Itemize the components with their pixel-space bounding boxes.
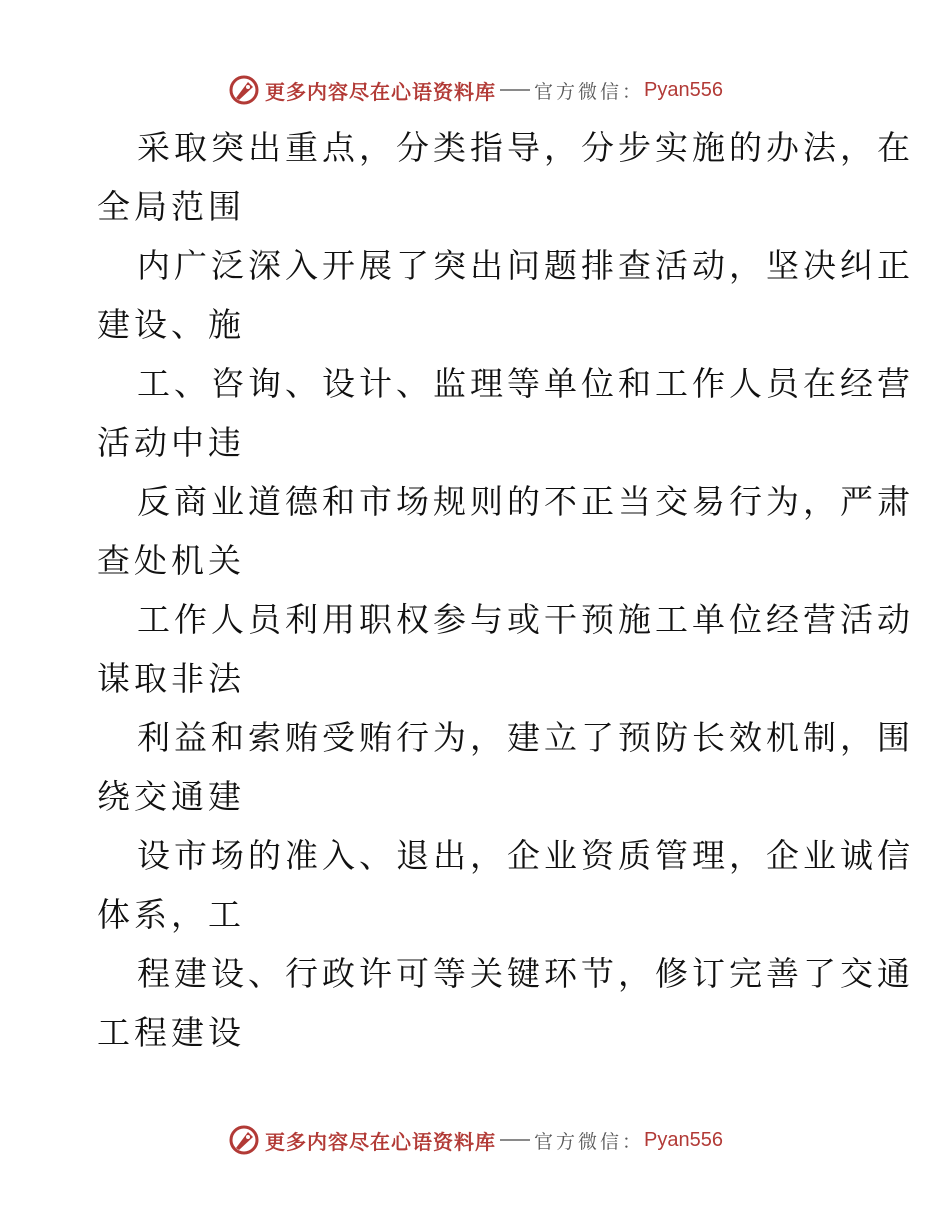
- paragraph-line-continued: 全局范围: [97, 187, 245, 226]
- banner-wechat-label: 官方微信：: [534, 80, 645, 103]
- banner-wechat-label: 官方微信：: [534, 1130, 645, 1153]
- paragraph-line-continued: 绕交通建: [97, 777, 245, 816]
- paragraph-line-continued: 建设、施: [97, 305, 245, 344]
- paragraph: [97, 590, 914, 708]
- paragraph-line-continued: 谋取非法: [97, 659, 245, 698]
- paragraph-line-continued: 体系，工: [97, 895, 245, 934]
- paragraph-line: 程建设、行政许可等关键环节，修订完善了交通: [137, 954, 914, 993]
- banner-dash: [500, 1139, 530, 1141]
- banner-dash: [500, 89, 530, 91]
- paragraph: [97, 944, 914, 1062]
- paragraph: [97, 826, 914, 944]
- paragraph-line-continued: 查处机关: [97, 541, 245, 580]
- document-body: [97, 118, 914, 1062]
- paragraph: [97, 708, 914, 826]
- banner-wechat-id: Pyan556: [644, 78, 723, 101]
- banner-brand-text: 更多内容尽在心语资料库: [265, 1129, 496, 1154]
- banner-brand-text: 更多内容尽在心语资料库: [265, 79, 496, 104]
- paragraph: [97, 354, 914, 472]
- footer-banner: [0, 1120, 950, 1160]
- paragraph-line: 工作人员利用职权参与或干预施工单位经营活动: [137, 600, 914, 639]
- paragraph-line: 采取突出重点，分类指导，分步实施的办法，在: [137, 128, 914, 167]
- paragraph-line-continued: 活动中违: [97, 423, 245, 462]
- pen-nib-logo-icon: [227, 73, 261, 107]
- paragraph-line: 反商业道德和市场规则的不正当交易行为，严肃: [137, 482, 914, 521]
- paragraph-line: 内广泛深入开展了突出问题排查活动，坚决纠正: [137, 246, 914, 285]
- banner-wechat-id: Pyan556: [644, 1128, 723, 1151]
- paragraph-line: 工、咨询、设计、监理等单位和工作人员在经营: [137, 364, 914, 403]
- paragraph: [97, 236, 914, 354]
- paragraph: [97, 118, 914, 236]
- paragraph-line-continued: 工程建设: [97, 1013, 245, 1052]
- pen-nib-logo-icon: [227, 1123, 261, 1157]
- paragraph: [97, 472, 914, 590]
- paragraph-line: 利益和索贿受贿行为，建立了预防长效机制，围: [137, 718, 914, 757]
- paragraph-line: 设市场的准入、退出，企业资质管理，企业诚信: [137, 836, 914, 875]
- header-banner: [0, 70, 950, 110]
